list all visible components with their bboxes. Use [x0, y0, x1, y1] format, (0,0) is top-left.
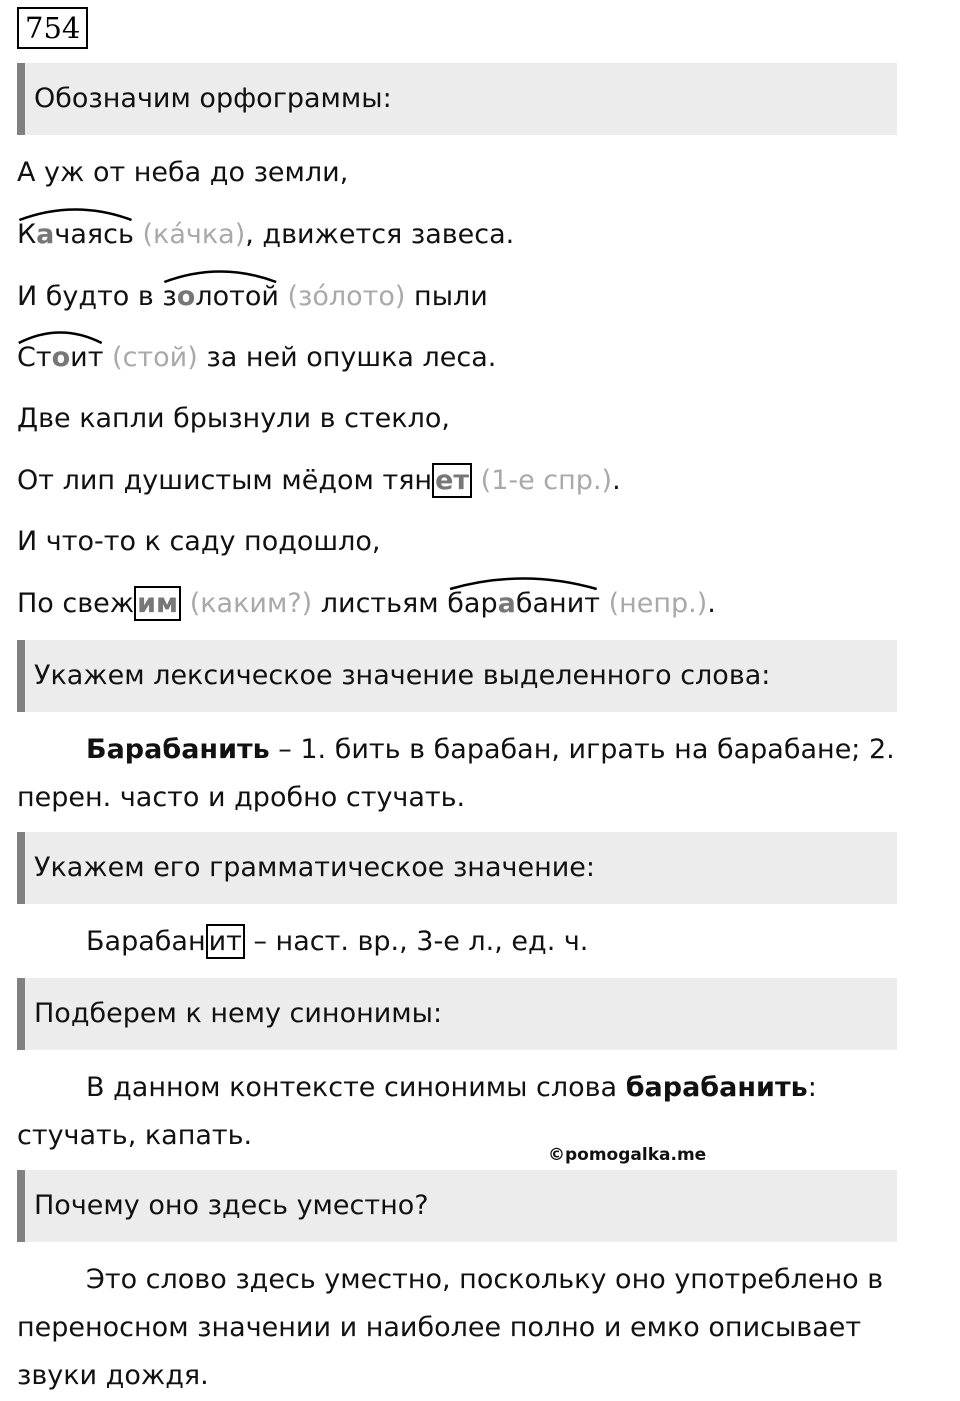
poem-line-4: Стоит (стой) за ней опушка леса. [17, 338, 496, 378]
poem-line-2: Качаясь (ка́чка), движется завеса. [17, 215, 514, 255]
lexical-meaning: Барабанить – 1. бить в барабан, играть на барабане; 2. перен. часто и дробно стучать. [17, 734, 895, 813]
section-header-reason: Почему оно здесь уместно? [17, 1170, 897, 1242]
poem-line-1: А уж от неба до земли, [17, 157, 349, 188]
section-header-spelling: Обозначим орфограммы: [17, 63, 897, 135]
poem-line-6: От лип душистым мёдом тян ет (1-е спр.). [17, 465, 621, 496]
unverifiable-note: (непр.) [608, 588, 708, 619]
question-note: (каким?) [189, 588, 313, 619]
poem-line-7: И что-то к саду подошло, [17, 526, 381, 557]
task-number: 754 [17, 7, 88, 49]
reason-text: Это слово здесь уместно, поскольку оно употреблено в переносном значении и наиболее полно и емко описывает звуки дождя. [17, 1264, 884, 1391]
root-arc: Качаясь [17, 215, 134, 255]
ending-box: ит [206, 924, 245, 959]
check-word: (ка́чка) [142, 219, 246, 250]
conjugation-note: (1-е спр.) [480, 465, 613, 496]
synonyms-text: В данном контексте синонимы слова барабанить: стучать, капать. [17, 1072, 817, 1151]
grammar-meaning: Барабан ит – наст. вр., 3-е л., ед. ч. [86, 926, 589, 957]
root-arc: барабанит [447, 584, 600, 624]
root-arc: Стоит [17, 338, 103, 378]
ending-box: ет [432, 463, 472, 498]
poem-line-8: По свеж им (каким?) листьям барабанит (непр.). [17, 584, 716, 624]
poem-line-3: И будто в золотой (зо́лото) пыли [17, 277, 488, 317]
section-header-synonyms: Подберем к нему синонимы: [17, 978, 897, 1050]
watermark: ©pomogalka.me [548, 1145, 707, 1165]
ending-box: им [134, 586, 181, 621]
poem-line-5: Две капли брызнули в стекло, [17, 403, 450, 434]
section-header-lexical: Укажем лексическое значение выделенного слова: [17, 640, 897, 712]
section-header-grammar: Укажем его грамматическое значение: [17, 832, 897, 904]
check-word: (зо́лото) [287, 281, 406, 312]
root-arc: золотой [162, 277, 279, 317]
check-word: (стой) [112, 342, 198, 373]
